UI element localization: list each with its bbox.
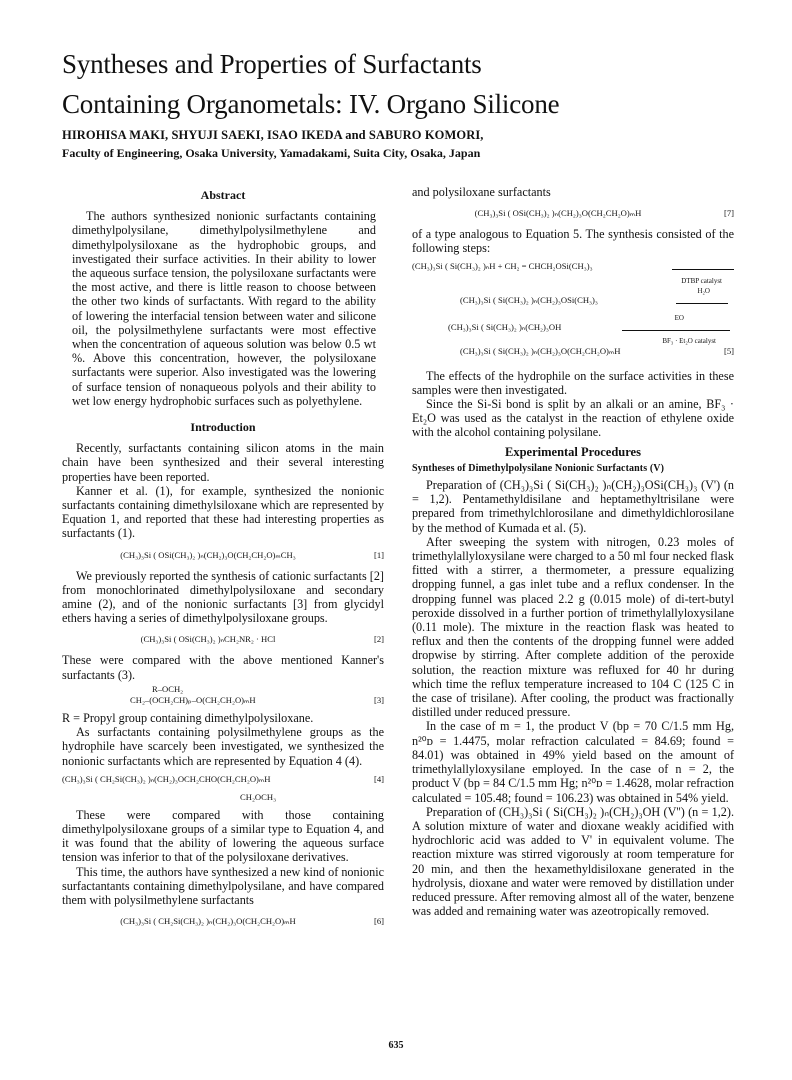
paper-title: [62, 44, 559, 124]
reaction-step-3: [412, 320, 734, 334]
equation-number: [3]: [373, 694, 384, 705]
equation-expression: (CH₃)₃Si ( OSi(CH₃)₂ )ₙ(CH₂)₃O(CH₂CH₂O)ₘCH₃: [120, 549, 296, 560]
affiliation: Faculty of Engineering, Osaka University, Yamadakami, Suita City, Osaka, Japan: [62, 146, 481, 160]
equation-1: [62, 544, 384, 566]
experimental-heading: Experimental Procedures: [505, 444, 641, 459]
abstract: [62, 209, 384, 408]
title-line-2: Containing Organometals: IV. Organo Silicone: [62, 89, 560, 119]
body-paragraph: Since the Si-Si bond is split by an alkali or an amine, BF₃ · Et₂O was used as the catalyst in the reaction of ethylene oxide with the alcohol containing polysilane.: [412, 397, 734, 440]
reaction-expression: (CH₃)₃Si ( Si(CH₃)₂ )ₙH + CH₂ = CHCH₂OSi(CH₃)₃: [412, 260, 593, 271]
equation-number: [2]: [373, 634, 384, 645]
body-paragraph: The effects of the hydrophile on the surface activities in these samples were then investigated.: [412, 368, 734, 397]
body-paragraph: After sweeping the system with nitrogen, 0.23 moles of trimethylallyloxysilane were charged to a 50 ml four necked flask fitted with a stirrer, a thermometer, a pressure equalizing dropping funnel, a gas inlet tube and a reflux condenser. In the dropping funnel was placed 2.2 g (0.015 mole) of di-tert-butyl peroxide dissolved in a further portion of trimethylallyloxysilane (0.11 mole). The mixture in the reaction flask was heated to reflux and then the contents of the dropping funnel were added dropwise by stirring. After complete addition of the peroxide solution, the reaction mixture was refluxed for 40 hr during which time the reflux temperature increased to 104 C (125 C in the case of trisilane). After cooling, the product was fractionally distilled under reduced pressure.: [412, 534, 734, 720]
intro-paragraph: This time, the authors have synthesized a new kind of nonionic surfactantants containing dimethylpolysilane, and have compared them with polysilmethylene surfactants: [62, 864, 384, 907]
equation-4-sub: CH₂OCH₃: [240, 791, 277, 802]
introduction-heading: Introduction: [190, 420, 256, 435]
abstract-heading: Abstract: [200, 188, 246, 202]
reaction-catalyst: BF₃ · Et₂O catalyst: [662, 336, 716, 345]
experimental-subheading: Syntheses of Dimethylpolysilane Nonionic Surfactants (V): [412, 462, 664, 474]
equation-expression: CH₂–(OCH₂CH)ₚ–O(CH₂CH₂O)ₘH: [130, 694, 256, 705]
reaction-expression: (CH₃)₃Si ( Si(CH₃)₂ )ₙ(CH₂)₃O(CH₂CH₂O)ₘH: [460, 345, 621, 356]
equation-expression: (CH₃)₃Si ( CH₂Si(CH₃)₂ )ₙ(CH₂)₃OCH₂CHO(CH₂CH₂O)ₘH: [62, 773, 271, 784]
reaction-catalyst: EO: [674, 313, 684, 322]
equation-expression: (CH₃)₃Si ( OSi(CH₃)₂ )ₙCH₂NR₂ · HCl: [140, 634, 276, 645]
intro-paragraph: We previously reported the synthesis of cationic surfactants [2] from monochlorinated dimethylpolysiloxane and secondary amine (2), and of the nonionic surfactants [3] from glycidyl ethers having a series of dimethylpolysiloxane groups.: [62, 568, 384, 626]
title-line-1: Syntheses and Properties of Surfactants: [62, 49, 482, 79]
intro-paragraph: R = Propyl group containing dimethylpolysiloxane.: [62, 710, 314, 725]
reaction-step-1: [412, 258, 734, 274]
reaction-catalyst: DTBP catalyst: [681, 276, 722, 285]
reaction-step-2: [412, 293, 734, 307]
intro-paragraph: Recently, surfactants containing silicon atoms in the main chain have been synthesized and their several interesting properties have been reported.: [62, 441, 384, 484]
equation-number: [4]: [373, 773, 384, 784]
equation-number: [5]: [723, 345, 734, 356]
body-paragraph: of a type analogous to Equation 5. The synthesis consisted of the following steps:: [412, 227, 734, 256]
body-paragraph: Preparation of (CH₃)₃Si ( Si(CH₃)₂ )ₙ(CH₂)₃OH (V'') (n = 1,2). A solution mixture of water and dioxane weakly acidified with hydrochloric acid was added to V' in equivalent volume. The reaction mixture was stirred vigorously at room temperature for 20 min, and then the hexamethyldisiloxane generated in the hydrolysis, dioxane and water were removed by distillation under reduced pressure. After removing almost all of the water, benzene was added and remaining water was azeotropically removed.: [412, 804, 734, 919]
equation-7: [412, 202, 734, 224]
reaction-arrow: [672, 261, 734, 270]
left-column: [62, 182, 384, 935]
intro-paragraph: Kanner et al. (1), for example, synthesized the nonionic surfactants containing dimethylsiloxane which are represented by Equation 1, and reported that these had interesting properties as surfactants (1).: [62, 483, 384, 541]
body-paragraph: and polysiloxane surfactants: [412, 185, 551, 199]
equation-expression: (CH₃)₃Si ( OSi(CH₃)₂ )ₙ(CH₂)₃O(CH₂CH₂O)ₘH: [474, 208, 642, 219]
abstract-text: The authors synthesized nonionic surfactants containing dimethylpolysilane, dimethylpolysilmethylene and dimethylpolysiloxane as the hydrophobic groups, and investigated their surface activities. In their ability to lower the aqueous surface tension, the polysiloxane surfactants were the most active, and there is little reason to choose between the other two kinds of surfactants. With regard to the ability of lowering the interfacial tension between water and silicone oil, the polysilmethylene surfactants were most effective when the concentration of aqueous solution was below 0.5 wt %. Above this concentration, however, the polysiloxane surfactants were superior. Also investigated was the lowering of surface tension of nonaqueous polyols and their ability to wet low energy hydrophobic surfaces such as polyethylene.: [72, 209, 376, 408]
equation-expression: (CH₃)₃Si ( CH₂Si(CH₃)₂ )ₙ(CH₂)₃O(CH₂CH₂O)ₘH: [120, 916, 296, 927]
reaction-arrow: [676, 295, 728, 304]
body-paragraph: Preparation of (CH₃)₃Si ( Si(CH₃)₂ )ₙ(CH₂)₃OSi(CH₃)₃ (V') (n = 1,2). Pentamethyldisilane and heptamethyltrisilane were prepared from trimethylchlorosilane and dimethyldichlorosilane by the method of Kumada et al. (5).: [412, 478, 734, 535]
reaction-expression: (CH₃)₃Si ( Si(CH₃)₂ )ₙ(CH₂)₃OSi(CH₃)₃: [460, 294, 598, 305]
equation-2: [62, 628, 384, 650]
equation-3-top: R–OCH₂: [152, 683, 184, 694]
authors: HIROHISA MAKI, SHYUJI SAEKI, ISAO IKEDA and SABURO KOMORI,: [62, 128, 484, 142]
intro-paragraph: These were compared with the above mentioned Kanner's surfactants (3).: [62, 653, 384, 682]
intro-paragraph: As surfactants containing polysilmethylene groups as the hydrophile have scarcely been investigated, we synthesized the nonionic surfactants which are represented by Equation 4 (4).: [62, 725, 384, 768]
equation-3: [62, 692, 384, 708]
page-number: 635: [388, 1040, 404, 1051]
intro-paragraph: These were compared with those containing dimethylpolysiloxane groups of a similar type to Equation 4, and it was found that the ability of lowering the aqueous surface tension was inferior to that of the polysiloxane derivatives.: [62, 807, 384, 865]
reaction-arrow: [622, 322, 730, 331]
right-column: [412, 185, 734, 918]
equation-number: [1]: [373, 549, 384, 560]
equation-number: [6]: [373, 916, 384, 927]
reaction-step-4: [412, 343, 734, 359]
reaction-expression: (CH₃)₃Si ( Si(CH₃)₂ )ₙ(CH₂)₃OH: [448, 321, 562, 332]
equation-number: [7]: [723, 208, 734, 219]
body-paragraph: In the case of m = 1, the product V (bp = 70 C/1.5 mm Hg, n²⁰ᴅ = 1.4475, molar refraction calculated = 84.69; found = 84.01) was obtained in 49% yield based on the amount of trimethylallyloxysilane employed. In the case of n = 2, the product V (bp = 84 C/1.5 mm Hg; n²⁰ᴅ = 1.4628, molar refraction calculated = 105.48; found = 106.23) was obtained in 54% yield.: [412, 719, 734, 805]
reaction-catalyst: H₂O: [697, 286, 710, 295]
equation-6: [62, 910, 384, 932]
equation-4: [62, 771, 384, 787]
